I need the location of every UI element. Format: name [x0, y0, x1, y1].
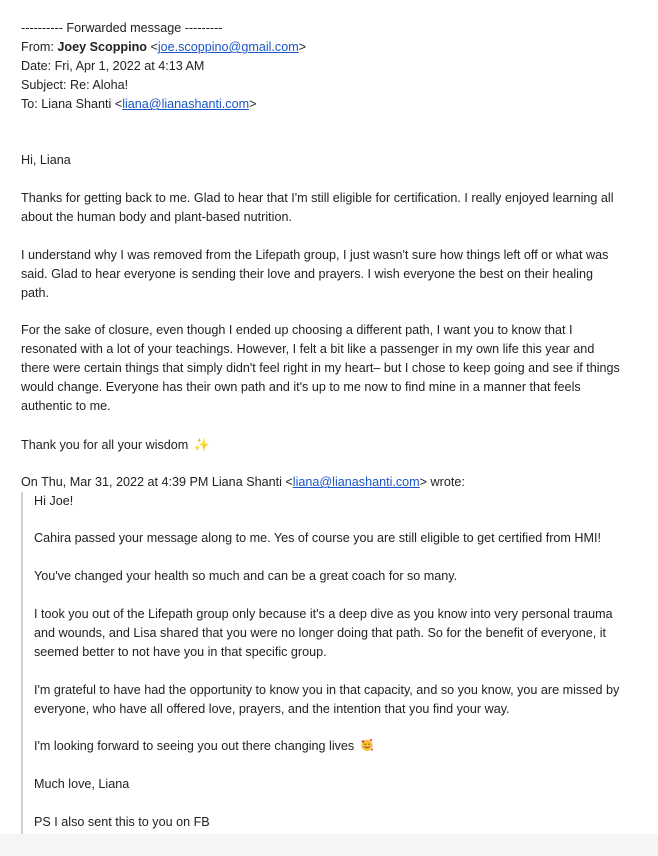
body-paragraph-1: Thanks for getting back to me. Glad to hear that I'm still eligible for certification. I really enjoyed learning all about the human body and plant-based nutrition. [21, 191, 614, 224]
body-paragraph-2: I understand why I was removed from the Lifepath group, I just wasn't sure how things left off or what was said. Glad to hear everyone is sending their love and prayers. I wish everyone the best on their healing path. [21, 248, 609, 300]
closing-text: Thank you for all your wisdom [21, 438, 189, 452]
greeting: Hi, Liana [21, 153, 71, 167]
quoted-paragraph-1: Cahira passed your message along to me. Yes of course you are still eligible to get certified from HMI! [34, 531, 602, 545]
attribution-prefix: On Thu, Mar 31, 2022 at 4:39 PM Liana Shanti < [21, 475, 293, 489]
attribution-email-link[interactable]: liana@lianashanti.com [292, 475, 420, 489]
to-email-link[interactable]: liana@lianashanti.com [122, 97, 250, 111]
quoted-paragraph-3: I took you out of the Lifepath group only because it's a deep dive as you know into very personal trauma and wounds, and Lisa shared that you were no longer doing that path. So for the benefit of everyone, it seemed better to not have you in that specific group. [34, 607, 613, 659]
quoted-paragraph-2: You've changed your health so much and can be a great coach for so many. [34, 569, 458, 583]
sparkles-icon: ✨ [193, 437, 210, 452]
body-paragraph-3: For the sake of closure, even though I ended up choosing a different path, I want you to know that I resonated with a lot of your teachings. However, I felt a bit like a passenger in my own life this year and there were certain things that simply didn't feel right in my heart– but I chose to keep going and see if things would change. Everyone has their own path and it's up to me now to find mine in a manner that feels authentic to me. [21, 323, 620, 413]
looking-forward-text: I'm looking forward to seeing you out there changing lives [34, 739, 355, 753]
quote-attribution [21, 473, 621, 492]
quoted-sign-off: Much love, Liana [34, 777, 130, 791]
from-email-wrapper: <joe.scoppino@gmail.com> [150, 40, 307, 54]
quoted-greeting: Hi Joe! [34, 494, 74, 508]
subject-line: Subject: Re: Aloha! [21, 78, 129, 92]
closing-line [21, 435, 621, 455]
quoted-ps: PS I also sent this to you on FB [34, 815, 210, 829]
from-line [21, 39, 306, 55]
quoted-paragraph-4: I'm grateful to have had the opportunity to know you in that capacity, and so you know, you are missed by everyone, who have all offered love, prayers, and the intention that you find your way. [34, 683, 620, 716]
quoted-looking-forward [34, 737, 626, 756]
quote-bar [21, 492, 23, 834]
to-label: To: Liana Shanti [21, 97, 112, 111]
from-label: From: [21, 40, 54, 54]
to-email-wrapper: <liana@lianashanti.com> [114, 97, 257, 111]
bottom-band [0, 834, 658, 856]
smiling-face-with-hearts-icon [360, 738, 374, 752]
date-line: Date: Fri, Apr 1, 2022 at 4:13 AM [21, 59, 205, 73]
from-name: Joey Scoppino [57, 40, 147, 54]
to-line [21, 96, 256, 112]
forwarded-marker: ---------- Forwarded message --------- [21, 21, 223, 35]
attribution-suffix: > wrote: [419, 475, 465, 489]
from-email-link[interactable]: joe.scoppino@gmail.com [157, 40, 299, 54]
